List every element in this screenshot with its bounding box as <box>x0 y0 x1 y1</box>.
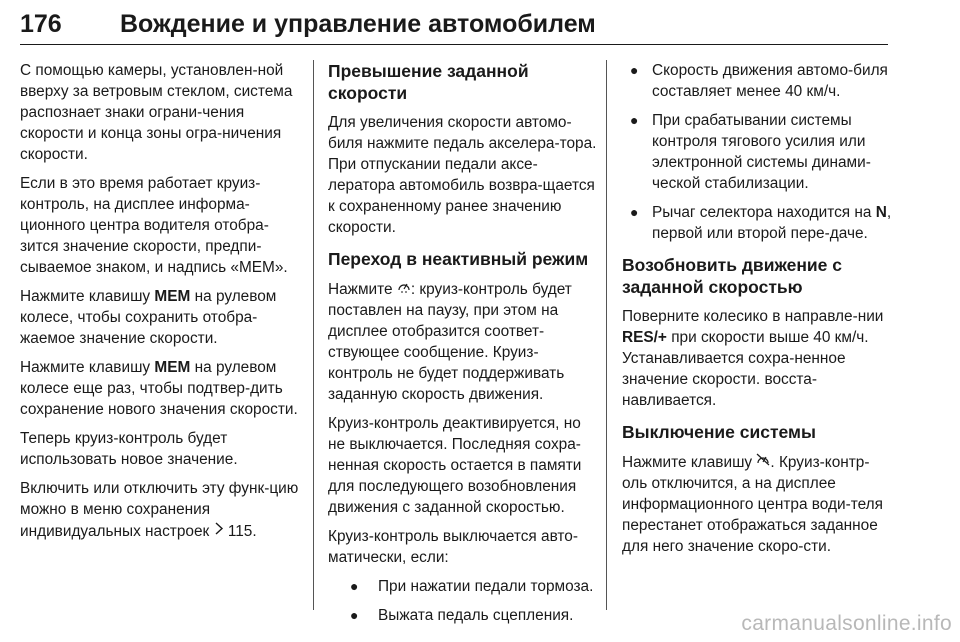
text: Нажмите <box>328 281 393 298</box>
paragraph <box>20 478 304 542</box>
list-item-text: Скорость движения автомо-биля составляет менее 40 км/ч. <box>652 62 888 100</box>
paragraph: С помощью камеры, установлен-ной вверху за ветровым стеклом, система распознает знаки ограни-чения скорости и конца зоны огра-ничения скорости. <box>20 62 293 163</box>
cruise-control-off-icon <box>756 451 770 472</box>
watermark: carmanualsonline.info <box>741 612 952 635</box>
page-number: 176 <box>20 10 62 38</box>
section-heading: Выключение системы <box>622 422 816 442</box>
text: . Круиз-контр-оль отключится, а на дисплее информационного центра води-теля перестанет отображаться заданное для него значение скоро-сти. <box>622 454 883 555</box>
paragraph <box>622 306 892 411</box>
text: на рулевом колесе еще раз, чтобы подтвер-дить сохранение нового значения скорости. <box>20 359 298 418</box>
list-item <box>328 576 600 597</box>
column-divider <box>313 60 314 610</box>
text: , первой или второй пере-даче. <box>652 204 892 242</box>
text: Включить или отключить эту функ-цию можно в меню сохранения индивидуальных настроек <box>20 480 299 540</box>
text: при скорости выше 40 км/ч. Устанавливается сохра-ненное значение скорости. восста-навливается. <box>622 329 869 409</box>
list-item-text: При срабатывании системы контроля тягового усилия или электронной системы динами-ческой стабилизации. <box>652 112 871 192</box>
text: Поверните колесико в направле-нии <box>622 308 884 325</box>
mem-key-label: MEM <box>154 288 191 305</box>
column-right <box>622 60 892 565</box>
page-reference[interactable]: 115. <box>227 523 257 540</box>
text: на рулевом колесе, чтобы сохранить отобра-жаемое значение скорости. <box>20 288 277 347</box>
section-heading: Возобновить движение с заданной скоростью <box>622 255 843 297</box>
bullet-icon: ● <box>350 578 359 594</box>
paragraph: Теперь круиз-контроль будет использовать новое значение. <box>20 430 238 468</box>
text: : круиз-контроль будет поставлен на паузу, при этом на дисплее отобразится соответ-ствующее сообщение. Круиз-контроль не будет поддерживать заданную скорость движения. <box>328 281 572 403</box>
section-heading: Переход в неактивный режим <box>328 249 589 269</box>
page-reference-arrow-icon <box>214 520 224 541</box>
list-item <box>622 60 892 102</box>
bullet-icon: ● <box>630 62 639 78</box>
list-item-text: При нажатии педали тормоза. <box>378 578 594 595</box>
list-item <box>622 110 892 194</box>
paragraph <box>622 451 892 557</box>
text: Нажмите клавишу <box>20 359 151 376</box>
paragraph <box>20 286 304 349</box>
list-item <box>622 202 892 244</box>
bullet-icon: ● <box>350 607 359 623</box>
bullet-list <box>622 60 892 244</box>
bullet-icon: ● <box>630 204 639 220</box>
column-left <box>20 60 304 550</box>
cruise-control-pause-icon <box>397 278 411 299</box>
paragraph <box>328 278 600 405</box>
paragraph: Для увеличения скорости автомо-биля нажмите педаль акселера-тора. При отпускании педали аксе-лератора автомобиль возвра-щается к сохраненному ранее значению скорости. <box>328 114 597 236</box>
bullet-list <box>328 576 600 626</box>
gear-n-label: N <box>875 204 887 221</box>
page-header <box>20 8 888 45</box>
text: Нажмите клавишу <box>20 288 151 305</box>
page-title: Вождение и управление автомобилем <box>120 10 596 38</box>
paragraph: Круиз-контроль деактивируется, но не выключается. Последняя сохра-ненная скорость остается в памяти для последующего возобновления движения с заданной скоростью. <box>328 415 582 516</box>
paragraph: Круиз-контроль выключается авто-матически, если: <box>328 528 578 566</box>
res-plus-label: RES/+ <box>622 329 667 346</box>
paragraph <box>20 357 304 420</box>
text: Рычаг селектора находится на <box>652 204 872 221</box>
paragraph: Если в это время работает круиз-контроль, на дисплее информа-ционного центра водителя отобра-зится значение скорости, предпи-сываемое знаком, и надпись «MEM». <box>20 175 288 276</box>
section-heading: Превышение заданной скорости <box>328 61 529 103</box>
bullet-icon: ● <box>630 112 639 128</box>
column-middle <box>328 60 600 634</box>
text: Нажмите клавишу <box>622 454 753 471</box>
mem-key-label: MEM <box>154 359 191 376</box>
column-divider <box>606 60 607 610</box>
list-item <box>328 605 600 626</box>
list-item-text: Выжата педаль сцепления. <box>378 607 574 624</box>
